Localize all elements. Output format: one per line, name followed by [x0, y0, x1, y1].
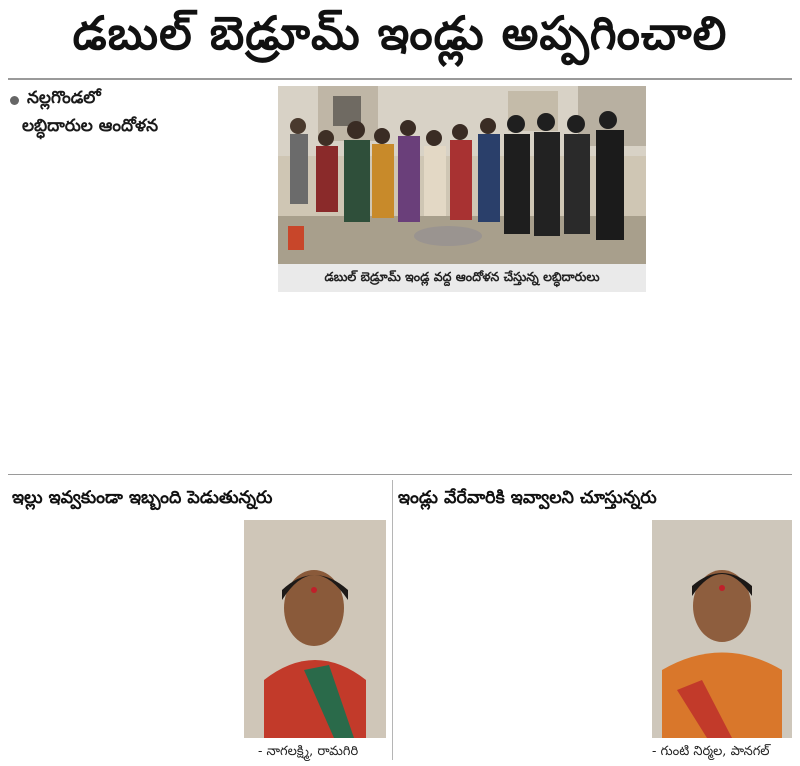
- left-story-title: ఇల్లు ఇవ్వకుండా ఇబ్బంది పెడుతున్నరు: [12, 488, 273, 508]
- kicker-text: నల్లగొండలో: [27, 88, 101, 108]
- left-story-credit: - నాగలక్ష్మి, రామగిరి: [258, 744, 359, 759]
- right-story-credit: - గుంటి నిర్మల, పానగల్: [652, 744, 770, 759]
- story-kicker: [10, 88, 265, 112]
- right-story-portrait: [652, 520, 792, 738]
- photo-caption: డబుల్ బెడ్రూమ్ ఇండ్ల వద్ద ఆందోళన చేస్తున్న లబ్ధిదారులు: [278, 264, 646, 292]
- story-subhead: లబ్ధిదారుల ఆందోళన: [22, 116, 159, 136]
- left-story-body: [12, 516, 238, 738]
- portrait-illustration: [244, 520, 386, 738]
- right-story-title: ఇండ్లు వేరేవారికి ఇవ్వాలని చూస్తున్నరు: [398, 488, 657, 508]
- sub-story-gutter: [392, 480, 393, 760]
- lead-column-2: [278, 300, 646, 468]
- page-headline: డబుల్ బెడ్రూమ్ ఇండ్లు అప్పగించాలి: [72, 6, 728, 60]
- portrait-illustration: [652, 520, 792, 738]
- section-rule: [8, 474, 792, 475]
- lead-column-1: [10, 146, 272, 468]
- protest-photo-illustration: [278, 86, 646, 264]
- protest-photo: [278, 86, 646, 264]
- right-story-body: [398, 516, 646, 738]
- lead-column-3-bottom: [652, 318, 792, 468]
- left-story-portrait: [244, 520, 386, 738]
- lead-column-3-top: [652, 86, 792, 316]
- bullet-icon: [10, 96, 19, 105]
- headline-rule: [8, 78, 792, 80]
